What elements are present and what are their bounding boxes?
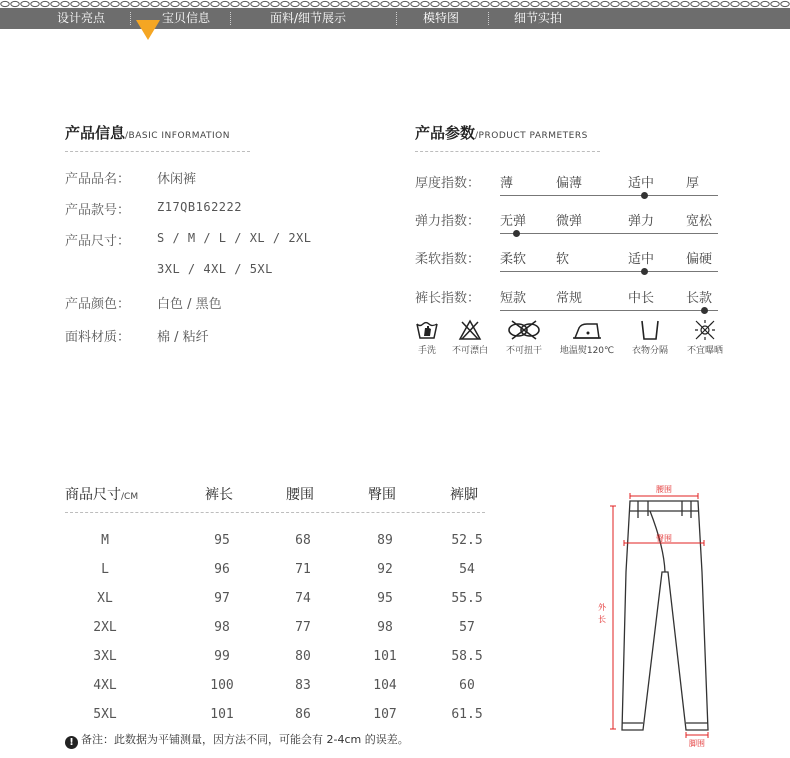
decorative-chain-border (0, 0, 790, 8)
size-cell-value: 80 (295, 649, 311, 664)
care-no-wring (500, 318, 548, 356)
size-table-title-text: 商品尺寸 (65, 487, 121, 503)
param-selected-dot (641, 268, 648, 275)
size-cell-value: 99 (214, 649, 230, 664)
nav-item-fabric-detail[interactable]: 面料/细节展示 (270, 11, 347, 25)
nav-item-design[interactable]: 设计亮点 (57, 11, 106, 25)
iron-low-icon (571, 318, 603, 342)
size-cell-value: 95 (377, 591, 393, 606)
waist-label: 腰围 (656, 485, 672, 494)
product-params-heading (415, 122, 588, 143)
param-scale-line (500, 195, 718, 196)
param-option: 无弹 (500, 214, 527, 229)
size-cell-value: 95 (214, 533, 230, 548)
active-tab-pointer (136, 20, 160, 40)
care-label: 手洗 (417, 346, 436, 356)
param-option: 宽松 (686, 214, 713, 229)
info-value-material: 棉 / 粘纤 (157, 330, 209, 345)
care-no-bleach (446, 318, 494, 356)
param-scale-line (500, 310, 718, 311)
size-cell-value: 55.5 (451, 591, 483, 606)
size-cell-value: 100 (210, 678, 234, 693)
care-label: 不可漂白 (451, 346, 488, 356)
size-cell-value: 74 (295, 591, 311, 606)
param-option: 偏硬 (686, 252, 713, 267)
no-wring-icon (507, 318, 541, 342)
size-cell-value: 68 (295, 533, 311, 548)
size-cell-label: M (101, 533, 109, 548)
param-label: 裤长指数： (415, 291, 481, 306)
size-cell-value: 83 (295, 678, 311, 693)
size-cell-value: 58.5 (451, 649, 483, 664)
pants-measurement-diagram (590, 477, 740, 749)
info-label-color: 产品颜色： (65, 297, 131, 312)
nav-separator (230, 12, 231, 25)
param-option: 偏薄 (556, 176, 583, 191)
care-no-sun (681, 318, 729, 356)
size-table-unit: /CM (121, 492, 139, 502)
size-cell-value: 96 (214, 562, 230, 577)
param-option: 短款 (500, 291, 527, 306)
param-option: 微弹 (556, 214, 583, 229)
info-value-sizes-cont: 3XL / 4XL / 5XL (157, 262, 273, 276)
size-cell-value: 92 (377, 562, 393, 577)
info-value-sizes: S / M / L / XL / 2XL (157, 231, 312, 245)
size-cell-label: XL (97, 591, 113, 606)
no-bleach-icon (458, 318, 482, 342)
size-cell-value: 71 (295, 562, 311, 577)
hem-label: 脚围 (689, 739, 705, 748)
care-label: 衣物分隔 (631, 346, 668, 356)
param-label: 厚度指数： (415, 176, 481, 191)
info-label-sizes: 产品尺寸： (65, 234, 131, 249)
param-option: 软 (556, 252, 570, 267)
nav-separator (130, 12, 131, 25)
care-iron-low (556, 318, 618, 356)
size-cell-value: 77 (295, 620, 311, 635)
top-nav-bar (0, 8, 790, 29)
care-label: 不宜曝晒 (686, 346, 723, 356)
divider (65, 512, 485, 513)
size-cell-value: 101 (210, 707, 234, 722)
outer-length-label-1: 外 (598, 603, 606, 612)
size-col-length: 裤长 (205, 487, 233, 503)
product-info-title: 产品信息 (65, 124, 126, 142)
size-cell-value: 89 (377, 533, 393, 548)
wash-separately-icon (638, 318, 662, 342)
exclamation-icon: ! (65, 736, 78, 749)
size-cell-value: 86 (295, 707, 311, 722)
size-table-title (65, 484, 138, 504)
product-params-title: 产品参数 (415, 124, 476, 142)
size-cell-label: 5XL (93, 707, 117, 722)
hand-wash-icon (415, 318, 439, 342)
product-params-subtitle: /PRODUCT PARMETERS (475, 131, 588, 141)
hip-label: 臀围 (656, 534, 672, 543)
size-cell-value: 107 (373, 707, 397, 722)
size-cell-value: 104 (373, 678, 397, 693)
param-option: 适中 (628, 176, 655, 191)
size-cell-label: 3XL (93, 649, 117, 664)
info-value-name: 休闲裤 (157, 172, 197, 187)
size-cell-value: 52.5 (451, 533, 483, 548)
product-info-subtitle: /BASIC INFORMATION (125, 131, 230, 141)
nav-item-model[interactable]: 模特图 (423, 11, 460, 25)
size-cell-label: L (101, 562, 109, 577)
param-option: 中长 (628, 291, 655, 306)
param-selected-dot (701, 307, 708, 314)
info-label-name: 产品品名： (65, 172, 131, 187)
care-label: 不可扭干 (505, 346, 542, 356)
param-selected-dot (513, 230, 520, 237)
info-label-sku: 产品款号： (65, 203, 131, 218)
param-option: 弹力 (628, 214, 655, 229)
param-option: 柔软 (500, 252, 527, 267)
param-option: 厚 (686, 176, 700, 191)
note-text: 备注：此数据为平铺测量，因方法不同，可能会有 2-4cm 的误差。 (81, 733, 409, 746)
param-label: 弹力指数： (415, 214, 481, 229)
divider (415, 151, 600, 152)
param-scale-line (500, 233, 718, 234)
size-cell-value: 57 (459, 620, 475, 635)
nav-item-product-info[interactable]: 宝贝信息 (162, 11, 211, 25)
param-selected-dot (641, 192, 648, 199)
care-hand-wash (414, 318, 440, 356)
size-cell-label: 4XL (93, 678, 117, 693)
nav-separator (396, 12, 397, 25)
size-cell-value: 61.5 (451, 707, 483, 722)
care-wash-separately (626, 318, 674, 356)
param-option: 适中 (628, 252, 655, 267)
param-option: 常规 (556, 291, 583, 306)
measurement-note (65, 731, 409, 749)
size-col-hip: 臀围 (368, 487, 396, 503)
param-option: 长款 (686, 291, 713, 306)
param-label: 柔软指数： (415, 252, 481, 267)
size-col-waist: 腰围 (286, 487, 314, 503)
size-cell-label: 2XL (93, 620, 117, 635)
no-sun-icon (693, 318, 717, 342)
info-value-color: 白色 / 黑色 (157, 297, 222, 312)
param-scale-line (500, 271, 718, 272)
divider (65, 151, 250, 152)
size-cell-value: 60 (459, 678, 475, 693)
info-label-material: 面料材质： (65, 330, 131, 345)
product-info-heading (65, 122, 230, 143)
size-cell-value: 54 (459, 562, 475, 577)
size-cell-value: 97 (214, 591, 230, 606)
size-cell-value: 98 (377, 620, 393, 635)
info-value-sku: Z17QB162222 (157, 200, 242, 214)
nav-separator (488, 12, 489, 25)
size-cell-value: 98 (214, 620, 230, 635)
size-cell-value: 101 (373, 649, 397, 664)
size-col-hem: 裤脚 (450, 487, 478, 503)
param-option: 薄 (500, 176, 514, 191)
nav-item-detail-shots[interactable]: 细节实拍 (514, 11, 563, 25)
care-label: 地温熨120℃ (559, 346, 615, 356)
outer-length-label-2: 长 (598, 615, 606, 624)
